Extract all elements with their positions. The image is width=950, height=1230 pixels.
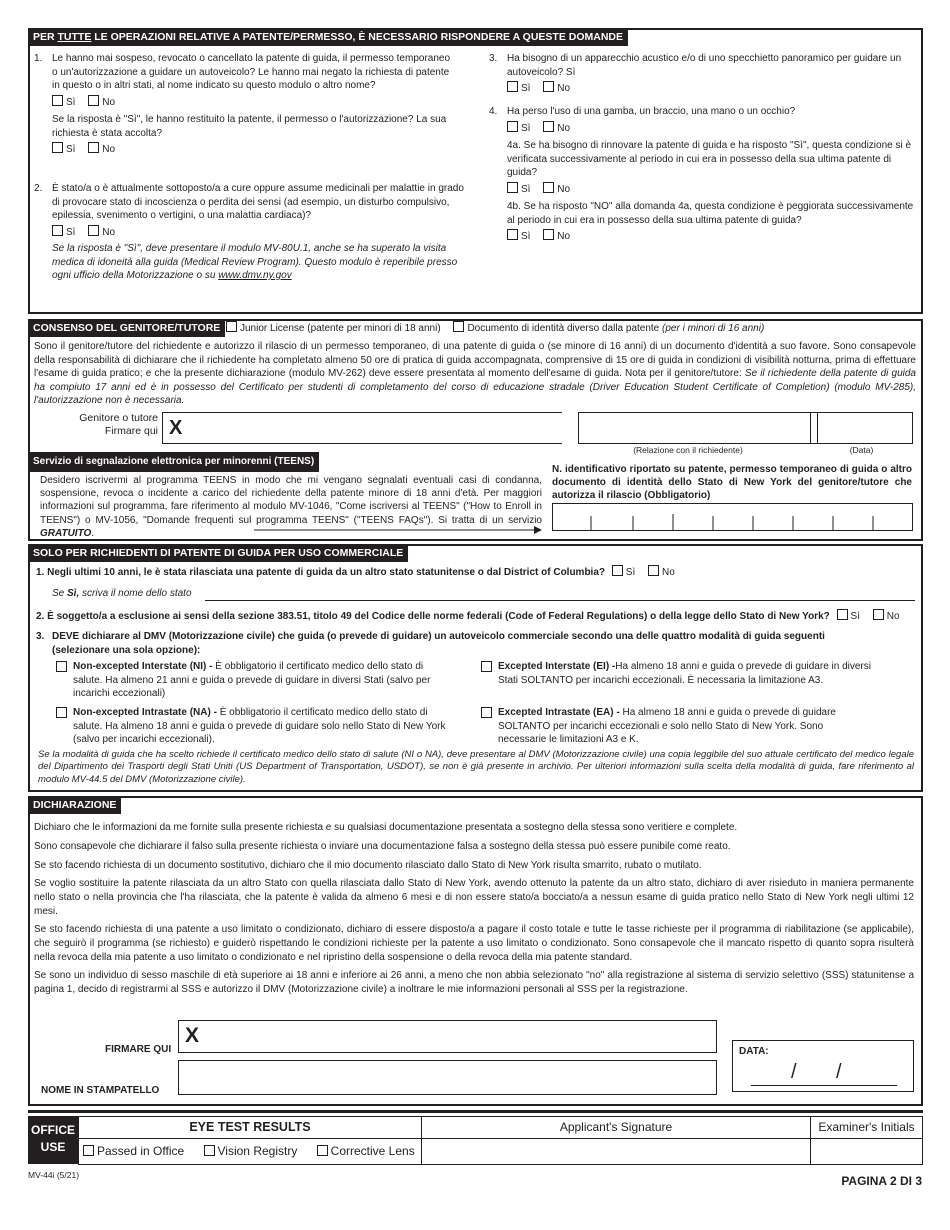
applicant-signature-field[interactable] xyxy=(178,1020,717,1053)
commercial-note: Se la modalità di guida che ha scelto richiede il certificato medico dello stato di salute (NI o NA), deve presentare al DMV (Motorizzazione civile) una copia leggibile del suo attuale certificato del medico legale del Dipartimento dei Trasporti degli Stati Uniti (US Department of Transportation, USDOT), se non è già presente in archivio. Per ulteriori informazioni sulla scelta della modalità di guida, fare riferimento al modulo MV-44.5 del DMV (Motorizzazione civile). xyxy=(38,749,914,785)
junior-license-checkbox[interactable] xyxy=(226,321,237,332)
commercial-q1-state-label: Se Sì, scriva il nome dello stato xyxy=(52,588,192,599)
parent-signature-field[interactable] xyxy=(162,412,562,444)
q4a-yes-checkbox[interactable] xyxy=(507,182,518,193)
option-ea: Excepted Intrastate (EA) - Ha almeno 18 anni e guida o prevede di guidare SOLTANTO per incarichi eccezionali e solo nello Stato di New York. Sono necessarie le limitazioni A3 e K. xyxy=(481,706,871,747)
question-1: 1. Le hanno mai sospeso, revocato o cancellato la patente di guida, il permesso temporaneo o un'autorizzazione a guidare un autoveicolo? Le hanno mai negato la richiesta di patente in questo o in altri stati, al nome indicato su questo modulo o altro nome? Sì No Se la risposta è "Sì", le hanno restituito la patente, il permesso o l'autorizzazione? La sua richiesta è stata accolta? Sì No xyxy=(34,53,451,155)
non-driver-id-checkbox[interactable] xyxy=(453,321,464,332)
corrective-lens-checkbox[interactable] xyxy=(317,1145,328,1156)
consent-date-field[interactable] xyxy=(810,412,913,444)
declaration-p4: Se voglio sostituire la patente rilasciata da un altro Stato con quella rilasciata dallo Stato di New York, avendo ottenuto la patente da un altro stato, dichiaro di aver risieduto in maniera permanente nello stato o nella provincia che l'ha rilasciata, che la patente è valida da almeno 6 mesi e di non essere stato/a bocciato/a a nessun esame di guida pratico nello Stato di New York negli ultimi 12 mesi. xyxy=(34,878,914,917)
consent-options: Junior License (patente per minori di 18 anni) Documento di identità diverso dalla patente (per i minori di 16 anni) xyxy=(226,321,764,336)
commercial-q2: 2. È soggetto/a a esclusione ai sensi della sezione 383.51, titolo 49 del Codice delle norme federali (Code of Federal Regulations) o della legge dello Stato di New York? Sì No xyxy=(36,611,900,622)
teens-id-label: N. identificativo riportato su patente, permesso temporaneo di guida o altro documento di identità dello Stato di New York del genitore/tutore che autorizza il rilascio (Obbligatorio) xyxy=(552,464,912,501)
date-separator-2: / xyxy=(836,1061,842,1083)
question-4: 4. Ha perso l'uso di una gamba, un braccio, una mano o un occhio? Sì No 4a. Se ha bisogno di rinnovare la patente di guida e ha risposto "Sì", questa condizione si è verificata successivamente al periodo in cui era in possesso della sua ultima patente di guida? Sì No 4b. Se ha risposto "NO" alla domanda 4a, questa condizione è peggiorata successivamente al periodo in cui era in possesso della sua ultima patente di guida? Sì No xyxy=(489,106,914,242)
commercial-q3: 3. DEVE dichiarare al DMV (Motorizzazione civile) che guida (o prevede di guidare) un autoveicolo commerciale secondo una delle quattro modalità di guida seguenti (selezionare una sola opzione): xyxy=(36,631,825,656)
teens-arrow xyxy=(254,525,542,533)
declaration-p2: Sono consapevole che dichiarare il falso sulla presente richiesta o inviare una documentazione falsa a sostegno della stessa può essere punibile come reato. xyxy=(34,841,731,852)
question-3: 3. Ha bisogno di un apparecchio acustico e/o di uno specchietto panoramico per guidare un autoveicolo? Sì Sì No xyxy=(489,53,902,94)
q4b-no-checkbox[interactable] xyxy=(543,229,554,240)
q2-no-checkbox[interactable] xyxy=(88,225,99,236)
question-2: 2. È stato/a o è attualmente sottoposto/a a cure oppure assume medicinali per malattie in grado di provocare stato di incoscienza o perdita dei sensi (ad esempio, un disturbo compulsivo, epilessia, svenimento o vertigini, o una malattia cardiaca)? Sì No Se la risposta è "Sì", deve presentare il modulo MV-80U.1, anche se ha superato la visita medica di idoneità alla guida (Medical Review Program). Questo modulo è reperibile presso ogni ufficio della Motorizzazione o su www.dmv.ny.gov xyxy=(34,183,464,281)
comm-q2-no-checkbox[interactable] xyxy=(873,609,884,620)
declaration-header: DICHIARAZIONE xyxy=(28,796,121,814)
applicant-signature-label: Applicant's Signature xyxy=(422,1117,811,1139)
office-use-table xyxy=(78,1116,923,1165)
q1-followup-yes-checkbox[interactable] xyxy=(52,142,63,153)
comm-q2-yes-checkbox[interactable] xyxy=(837,609,848,620)
date-caption: (Data) xyxy=(849,445,874,455)
option-na: Non-excepted Intrastate (NA) - È obbligatorio il certificato medico dello stato di salute. Ha almeno 18 anni e guida o prevede di guidare solo nello Stato di New York (salvo per incarichi eccezionali). xyxy=(56,706,446,747)
date-separator-1: / xyxy=(791,1061,797,1083)
declaration-p3: Se sto facendo richiesta di un documento sostitutivo, dichiaro che il mio documento rilasciato dallo Stato di New York risulta smarrito, rubato o mutilato. xyxy=(34,860,702,871)
dmv-link[interactable]: www.dmv.ny.gov xyxy=(218,270,292,281)
office-top-rule xyxy=(28,1110,923,1113)
ea-checkbox[interactable] xyxy=(481,707,492,718)
declaration-p6: Se sono un individuo di sesso maschile di età superiore ai 18 anni e inferiore ai 26 anni, a meno che non abbia selezionato "no" alla registrazione al sistema di servizio selettivo (SSS) statunitense a pagina 1, decido di registrarmi al SSS e autorizzo il DMV (Motorizzazione civile) a inoltrare le mie informazioni personali al SSS per la registrazione. xyxy=(34,970,914,995)
option-ei: Excepted Interstate (EI) -Ha almeno 18 anni e guida o prevede di guidare in diversi Stati SOLTANTO per incarichi eccezionali. È necessaria la limitazione A3. xyxy=(481,660,871,687)
teens-id-field[interactable] xyxy=(552,503,913,531)
teens-header: Servizio di segnalazione elettronica per minorenni (TEENS) xyxy=(28,452,319,472)
commercial-header: SOLO PER RICHIEDENTI DI PATENTE DI GUIDA PER USO COMMERCIALE xyxy=(28,544,408,562)
declaration-p5: Se sto facendo richiesta di una patente a uso limitato o condizionato, dichiaro di essere disposto/a a pagare il costo totale e tutte le tasse richieste per il programma di riabilitazione (se applicabile), che seguirò il programma (se richiesto) e guiderò rispettando le condizioni richieste per la patente a uso limitato o condizionato. Sono consapevole che il mancato rispetto di quanto sopra risulterà nella revoca della mia patente a uso limitato o condizionato e nel ripristino della sospensione o della revoca della mia patente standard. xyxy=(34,924,914,963)
ei-checkbox[interactable] xyxy=(481,661,492,672)
vision-registry-checkbox[interactable] xyxy=(204,1145,215,1156)
consent-header: CONSENSO DEL GENITORE/TUTORE xyxy=(28,319,225,337)
q1-yes-checkbox[interactable] xyxy=(52,95,63,106)
examiner-initials-cell[interactable] xyxy=(811,1139,923,1165)
teens-body: Desidero iscrivermi al programma TEENS in modo che mi vengano segnalati eventuali casi di condanna, sospensione, revoca o incidente a carico del richiedente della patente minore di 18 anni d'età. Per maggiori informazioni sul programma, fare riferimento al modulo MV-1046, "Come iscriversi al TEENS" ("How to Enroll in TEENS") o MV-1056, "Domande frequenti sul programma TEENS" ("TEENS FAQs"). Si tratta di un servizio GRATUITO. xyxy=(40,475,542,539)
q4a-no-checkbox[interactable] xyxy=(543,182,554,193)
relation-field[interactable] xyxy=(578,412,818,444)
state-name-field[interactable] xyxy=(205,600,915,601)
parent-sign-x: X xyxy=(169,417,183,439)
questions-header: PER TUTTE LE OPERAZIONI RELATIVE A PATENTE/PERMESSO, È NECESSARIO RISPONDERE A QUESTE DOMANDE xyxy=(28,28,628,46)
comm-q1-yes-checkbox[interactable] xyxy=(612,565,623,576)
applicant-sign-x: X xyxy=(185,1024,200,1047)
applicant-signature-cell[interactable] xyxy=(422,1139,811,1165)
q3-yes-checkbox[interactable] xyxy=(507,81,518,92)
q1-followup-no-checkbox[interactable] xyxy=(88,142,99,153)
na-checkbox[interactable] xyxy=(56,707,67,718)
form-id: MV-44i (5/21) xyxy=(28,1170,80,1180)
q4b-yes-checkbox[interactable] xyxy=(507,229,518,240)
consent-body: Sono il genitore/tutore del richiedente e autorizzo il rilascio di un permesso temporaneo, di una patente di guida o (se minore di 16 anni) di un documento d'identità a suo favore. Sono consapevole della responsabilità di dichiarare che il richiedente ha completato almeno 50 ore di pratica di guida accompagnata, comprensive di 15 ore di guida in condizioni di visibilità notturna, prima di effettuare l'esame di guida pratico; e che la presente dichiarazione (modulo MV-262) deve essere presentata al momento dell'esame di guida. Nota per il genitore/tutore: Se il richiedente della patente di guida ha compiuto 17 anni ed è in possesso del Certificato per studenti di completamento del corso di educazione stradale (Driver Education Student Certificate of Completion) (modulo MV-285), l'autorizzazione non è necessaria. xyxy=(34,341,916,406)
declaration-p1: Dichiaro che le informazioni da me fornite sulla presente richiesta e su qualsiasi documentazione presentata a sostegno della stessa sono veritiere e complete. xyxy=(34,822,738,833)
eye-test-options: Passed in Office Vision Registry Corrective Lens xyxy=(79,1139,422,1165)
q2-yes-checkbox[interactable] xyxy=(52,225,63,236)
date-label: DATA: xyxy=(739,1046,769,1057)
sign-here-label: FIRMARE QUI xyxy=(105,1044,172,1055)
comm-q1-no-checkbox[interactable] xyxy=(648,565,659,576)
office-label: OFFICE USE xyxy=(28,1116,78,1164)
q1-no-checkbox[interactable] xyxy=(88,95,99,106)
page-number: PAGINA 2 DI 3 xyxy=(841,1174,922,1188)
commercial-q1: 1. Negli ultimi 10 anni, le è stata rilasciata una patente di guida da un altro stato statunitense o dal District of Columbia? Sì No xyxy=(36,567,675,578)
print-name-label: NOME IN STAMPATELLO xyxy=(41,1085,160,1096)
option-ni: Non-excepted Interstate (NI) - È obbligatorio il certificato medico dello stato di salute. Ha almeno 21 anni e guida o prevede di guidare in diversi Stati (salvo per incarichi eccezionali) xyxy=(56,660,446,701)
eye-test-title: EYE TEST RESULTS xyxy=(79,1117,422,1139)
q4-no-checkbox[interactable] xyxy=(543,121,554,132)
q4-yes-checkbox[interactable] xyxy=(507,121,518,132)
examiner-initials-label: Examiner's Initials xyxy=(811,1117,923,1139)
print-name-field[interactable] xyxy=(178,1060,717,1095)
relation-caption: (Relazione con il richiedente) xyxy=(633,445,743,455)
parent-sign-label: Genitore o tutore Firmare qui xyxy=(79,412,158,438)
declaration-date-box[interactable] xyxy=(732,1040,914,1092)
passed-checkbox[interactable] xyxy=(83,1145,94,1156)
q3-no-checkbox[interactable] xyxy=(543,81,554,92)
ni-checkbox[interactable] xyxy=(56,661,67,672)
